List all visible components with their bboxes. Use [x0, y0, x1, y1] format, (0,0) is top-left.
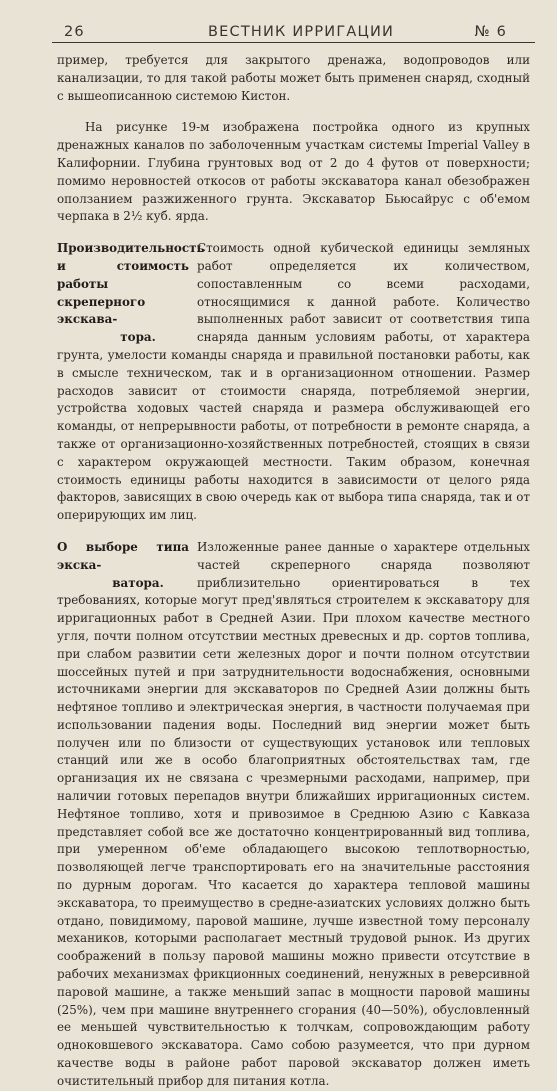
running-header: [46, 22, 529, 44]
paragraph-gap: [57, 105, 530, 119]
section-productivity: [57, 240, 530, 525]
journal-title: ВЕСТНИК ИРРИГАЦИИ: [208, 24, 395, 40]
section-text: Изложенные ранее данные о характере отдельных частей скреперного снаряда позволяют приблизительно ориентироваться в тех требованиях, которые могут пред'являться строителем к экскаватору для ирригационных работ в Средней Азии. При плохом качестве местного угля, почти полном отсутствии местных древесных и др. сортов топлива, при слабом развитии сети железных дорог и почти полном отсутствии шоссейных путей и при затруднительности водоснабжения, основными источниками энергии для экскаваторов по Средней Азии должны быть нефтяное топливо и электрическая энергия, в частности получаемая при использовании падения воды. Последний вид энергии может быть получен или по близости от существующих установок или тепловых станций или же в особо благоприятных обстоятельствах там, где организация их не связана с чрезмерными расходами, например, при наличии готовых перепадов внутри ближайших ирригационных систем. Нефтяное топливо, хотя и привозимое в Среднюю Азию с Кавказа представляет собой все же достаточно концентрированный вид топлива, при умеренном об'еме обладающего высокою теплотворностью, позволяющей легче транспортировать его на значительные расстояния по дурным дорогам. Что касается до характера тепловой машины экскаватора, то преимущество в средне-азиатских условиях должно быть отдано, повидимому, паровой машине, лучше известной тому персоналу механиков, которыми располагает местный трудовой рынок. Из других соображений в пользу паровой машины можно привести отсутствие в рабочих механизмах фрикционных соединений, ненужных в реверсивной паровой машине, а также меньший запас в мощности паровой машины (25%), чем при машине внутреннего сгорания (40—50%), обусловленный ее меньшей чувствительностью к толчкам, сопровождающим работу одноковшевого экскаватора. Само собою разумеется, что при дурном качестве воды в районе работ паровой экскаватор должен иметь очистительный прибор для питания котла.: [57, 539, 530, 1088]
side-heading-line: Производительность: [57, 241, 205, 256]
side-heading-line: тора.: [120, 330, 156, 345]
body-text: [57, 52, 530, 1091]
paragraph: На рисунке 19-м изображена постройка одного из крупных дренажных каналов по заболоченным участкам системы Imperial Valley в Калифорнии. Глубина грунтовых вод от 2 до 4 футов от поверхности; помимо неровностей откосов от работы экскаватора канал обезображен оползанием разжиженного грунта. Экскаватор Бьюсайрус с об'емом черпака в 2½ куб. ярда.: [57, 120, 530, 224]
side-heading: [57, 539, 189, 592]
paragraph-gap: [57, 525, 530, 539]
side-heading-line: ватора.: [112, 575, 164, 590]
section-text: Стоимость одной кубической единицы земляных работ определяется их количеством, сопоставленным со всеми расходами, относящимися к данной работе. Количество выполненных работ зависит от соответствия типа снаряда данным условиям работы, от характера грунта, умелости команды снаряда и правильной постановки работы, как в смысле техническом, так и в организационном отношении. Размер расходов зависит от стоимости снаряда, потребляемой энергии, устройства ходовых частей снаряда и размера обслуживающей его команды, от непрерывности работы, от потребности в ремонте снаряда, а также от организационно-хозяйственных потребностей, стоящих в связи с характером окружающей местности. Таким образом, конечная стоимость единицы работы находится в зависимости от целого ряда факторов, зависящих в свою очередь как от выбора типа снаряда, так и от оперирующих им лиц.: [57, 241, 530, 523]
side-heading: [57, 240, 205, 347]
paragraph: пример, требуется для закрытого дренажа, водопроводов или канализации, то для такой работы может быть применен снаряд, сходный с вышеописанною системою Кистон.: [57, 53, 530, 103]
paragraph-gap: [57, 226, 530, 240]
issue-number: № 6: [474, 24, 507, 40]
side-heading-line: и стоимость работы: [57, 258, 189, 291]
side-heading-line: скреперного экскава-: [57, 294, 146, 327]
header-rule: [52, 42, 535, 43]
page-number: 26: [64, 24, 85, 40]
section-excavator-choice: [57, 539, 530, 1091]
side-heading-line: О выборе типа экска-: [57, 539, 189, 572]
